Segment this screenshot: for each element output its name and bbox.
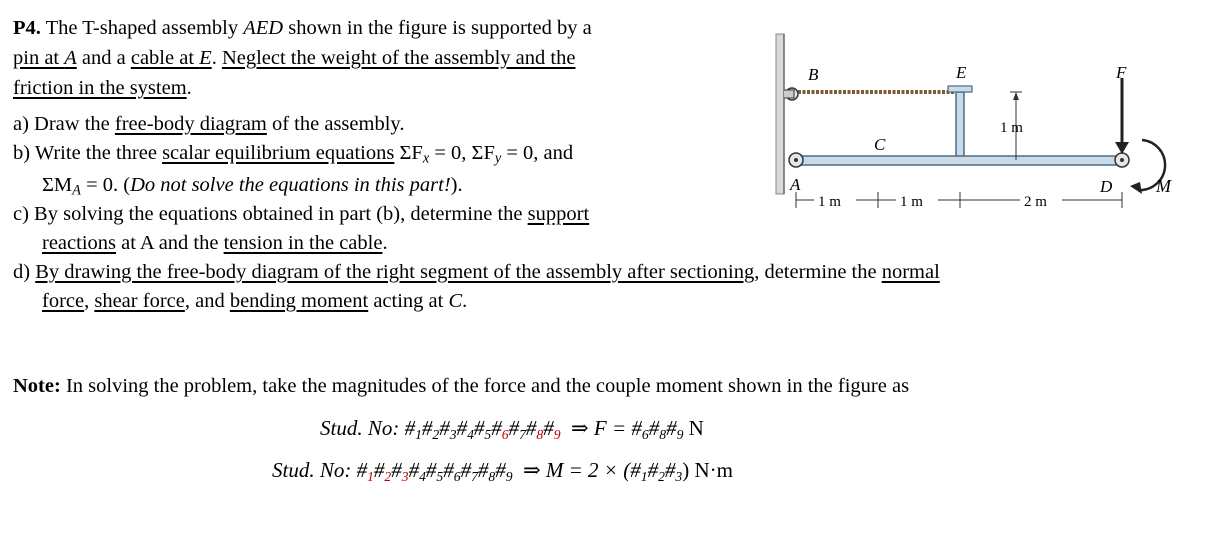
- vertical-member-e: [956, 92, 964, 162]
- label-c: C: [874, 135, 886, 154]
- problem-number: P4.: [13, 17, 41, 39]
- dim-ce-1m: 1 m: [900, 194, 923, 210]
- label-d: D: [1100, 177, 1113, 196]
- wall: [776, 34, 784, 194]
- problem-line-3: friction in the system.: [13, 77, 192, 99]
- horizontal-member-ad: [794, 156, 1124, 165]
- part-d-line-2: force, shear force, and bending moment acting at C.: [42, 290, 468, 312]
- part-d-line-1: d) By drawing the free-body diagram of the right segment of the assembly after sectioning, determine the normal: [13, 261, 940, 283]
- label-a: A: [790, 175, 801, 194]
- label-b: B: [808, 65, 819, 84]
- part-c-line-2: reactions at A and the tension in the cable.: [42, 232, 388, 254]
- note: Note: In solving the problem, take the magnitudes of the force and the couple moment shown in the figure as: [13, 375, 910, 397]
- part-b-line-1: b) Write the three scalar equilibrium equations $\Sigma F_x = 0$, $\Sigma F_y = 0$, and: [13, 142, 574, 167]
- part-b-line-2: $\Sigma M_A = 0$. (Do not solve the equations in this part!).: [42, 174, 463, 199]
- label-f: F: [1116, 63, 1127, 82]
- dim-ac-1m: 1 m: [818, 194, 841, 210]
- part-a: a) Draw the free-body diagram of the assembly.: [13, 113, 405, 135]
- equation-moment: Stud. No: #1#2#3#4#5#6#7#8#9 ⇒ M = 2 × (#1#2#3) N·m: [272, 458, 733, 485]
- problem-line-1: P4. The T-shaped assembly AED shown in the figure is supported by a: [13, 17, 592, 39]
- dim-ed-2m: 2 m: [1024, 194, 1047, 210]
- t-assembly-figure: [770, 20, 1190, 230]
- part-c-line-1: c) By solving the equations obtained in part (b), determine the support: [13, 203, 590, 225]
- dim-vertical-1m: 1 m: [1000, 120, 1023, 136]
- equation-force: Stud. No: #1#2#3#4#5#6#7#8#9 ⇒ F = #6#8#9 N: [320, 416, 704, 443]
- problem-line-2: pin at A and a cable at E. Neglect the weight of the assembly and the: [13, 47, 576, 69]
- label-e: E: [956, 63, 967, 82]
- label-m: M: [1156, 176, 1171, 196]
